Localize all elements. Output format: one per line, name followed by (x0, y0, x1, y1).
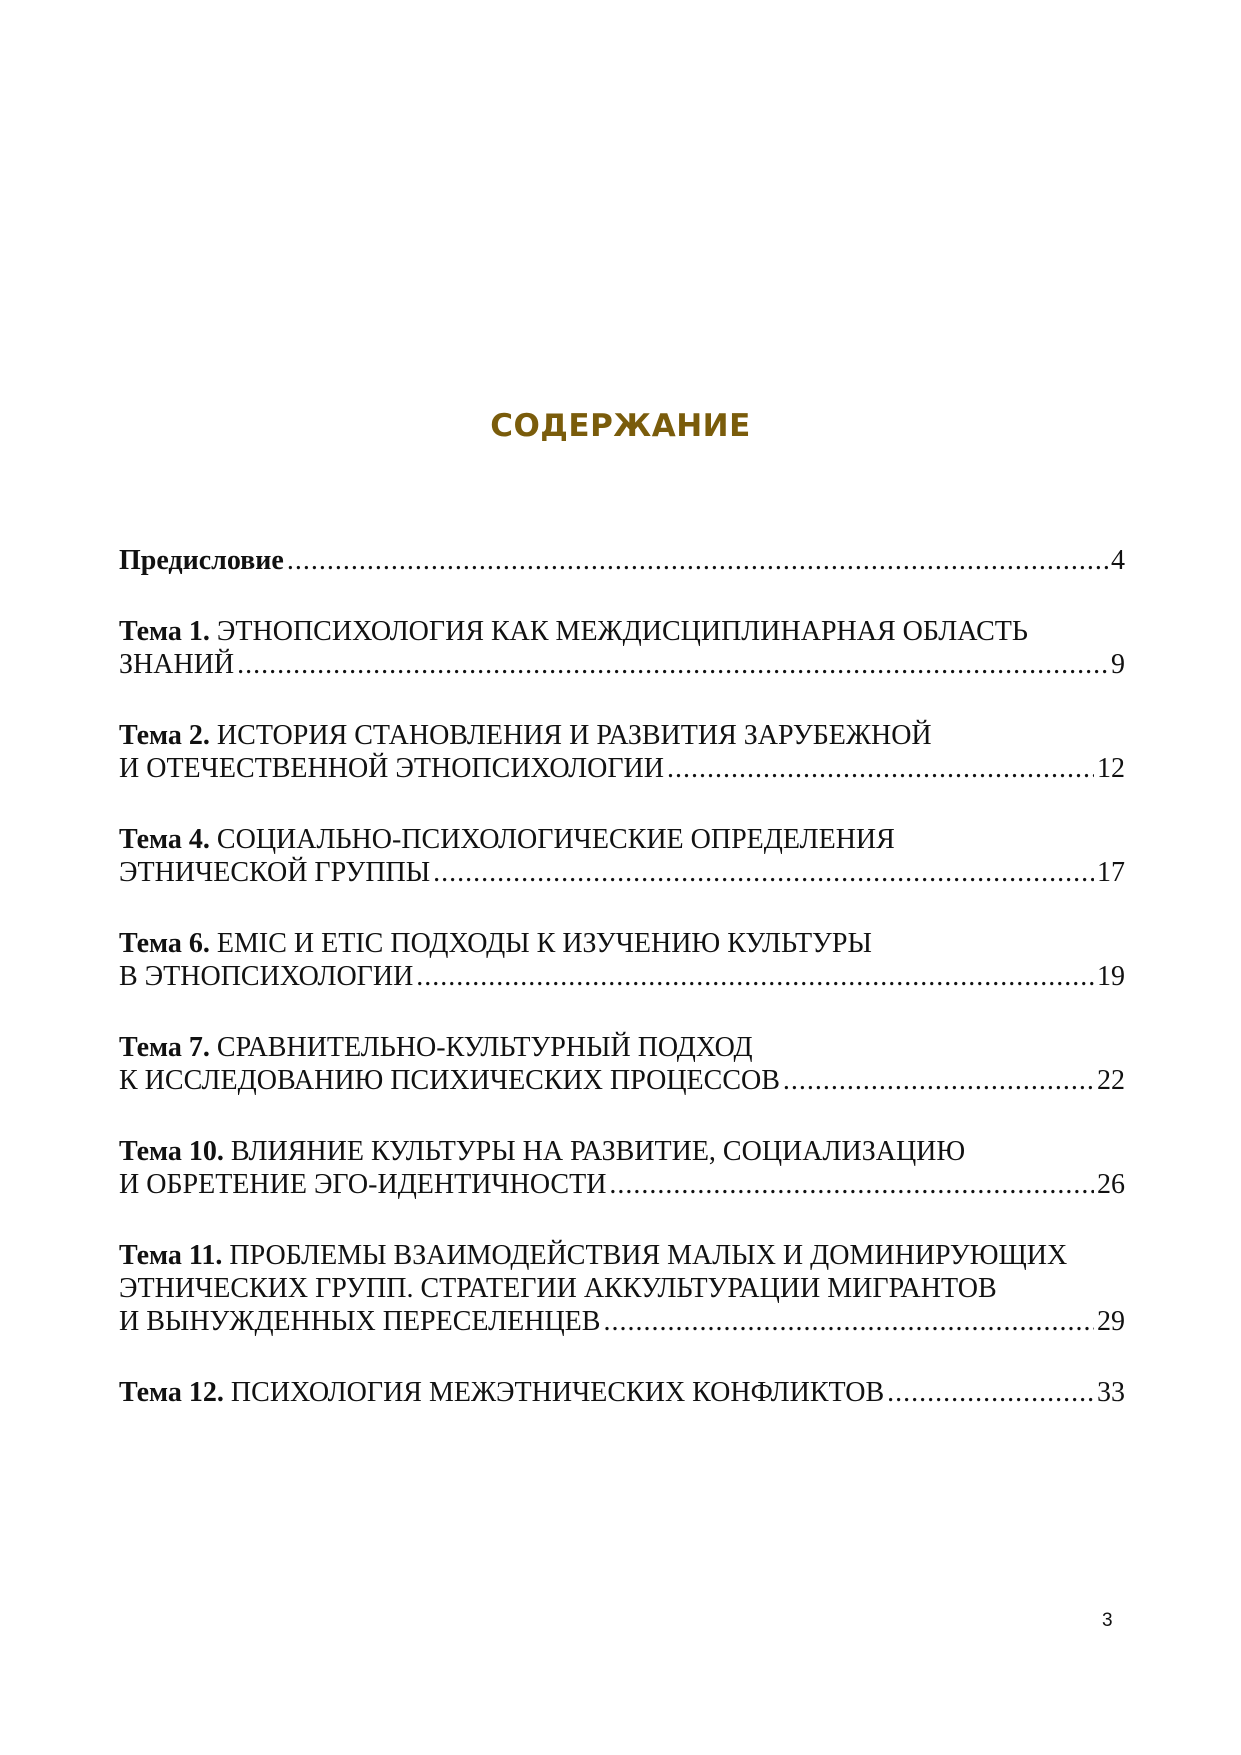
toc-page-number: 22 (1097, 1065, 1125, 1096)
toc-page-number: 17 (1097, 857, 1125, 888)
toc-entry-text: И ОТЕЧЕСТВЕННОЙ ЭТНОПСИХОЛОГИИ (119, 753, 665, 784)
dot-leader (237, 648, 1108, 681)
toc-entry-text: ПСИХОЛОГИЯ МЕЖЭТНИЧЕСКИХ КОНФЛИКТОВ (230, 1377, 885, 1408)
page-number: 3 (1102, 1610, 1113, 1631)
toc-entry-preface[interactable] (119, 544, 1125, 577)
toc-page-number: 9 (1111, 649, 1125, 680)
toc-page-number: 26 (1097, 1169, 1125, 1200)
toc-entry-label: Тема 2. (119, 720, 210, 751)
toc-entry-text: ЗНАНИЙ (119, 649, 235, 680)
dot-leader (667, 752, 1094, 785)
toc-entry-text: И ВЫНУЖДЕННЫХ ПЕРЕСЕЛЕНЦЕВ (119, 1306, 601, 1337)
toc-entry-label: Предисловие (119, 545, 284, 576)
dot-leader (287, 544, 1108, 577)
toc-entry-topic-11[interactable] (119, 1239, 1125, 1338)
toc-entry-topic-2[interactable] (119, 719, 1125, 785)
toc-entry-text: ИСТОРИЯ СТАНОВЛЕНИЯ И РАЗВИТИЯ ЗАРУБЕЖНОЙ (216, 720, 932, 751)
toc-entry-text: ЭТНИЧЕСКОЙ ГРУППЫ (119, 857, 431, 888)
dot-leader (783, 1064, 1094, 1097)
toc-entry-label: Тема 11. (119, 1240, 223, 1271)
toc-entry-text: ЭТНИЧЕСКИХ ГРУПП. СТРАТЕГИИ АККУЛЬТУРАЦИИ МИГРАНТОВ (119, 1273, 997, 1304)
toc-entry-label: Тема 4. (119, 824, 210, 855)
page-title: СОДЕРЖАНИЕ (490, 408, 751, 444)
toc-entry-text: СОЦИАЛЬНО-ПСИХОЛОГИЧЕСКИЕ ОПРЕДЕЛЕНИЯ (216, 824, 895, 855)
toc-entry-topic-1[interactable] (119, 615, 1125, 681)
toc-entry-topic-6[interactable] (119, 927, 1125, 993)
toc-page-number: 19 (1097, 961, 1125, 992)
toc-page-number: 29 (1097, 1306, 1125, 1337)
toc-page-number: 4 (1111, 545, 1125, 576)
toc-entry-text: ПРОБЛЕМЫ ВЗАИМОДЕЙСТВИЯ МАЛЫХ И ДОМИНИРУЮЩИХ (229, 1240, 1068, 1271)
dot-leader (603, 1305, 1094, 1338)
toc-entry-topic-4[interactable] (119, 823, 1125, 889)
toc-entry-text: ЭТНОПСИХОЛОГИЯ КАК МЕЖДИСЦИПЛИНАРНАЯ ОБЛАСТЬ (216, 616, 1028, 647)
toc-entry-label: Тема 6. (119, 928, 210, 959)
dot-leader (609, 1168, 1094, 1201)
toc-page-number: 33 (1097, 1377, 1125, 1408)
toc-entry-topic-7[interactable] (119, 1031, 1125, 1097)
toc-entry-text: И ОБРЕТЕНИЕ ЭГО-ИДЕНТИЧНОСТИ (119, 1169, 607, 1200)
dot-leader (887, 1376, 1094, 1409)
toc-entry-label: Тема 10. (119, 1136, 224, 1167)
toc-entry-text: EMIC И ETIC ПОДХОДЫ К ИЗУЧЕНИЮ КУЛЬТУРЫ (216, 928, 872, 959)
toc-entry-label: Тема 12. (119, 1377, 224, 1408)
toc-entry-text: К ИССЛЕДОВАНИЮ ПСИХИЧЕСКИХ ПРОЦЕССОВ (119, 1065, 780, 1096)
toc-entry-topic-12[interactable] (119, 1376, 1125, 1409)
toc-page-number: 12 (1097, 753, 1125, 784)
table-of-contents (119, 544, 1125, 1409)
toc-entry-topic-10[interactable] (119, 1135, 1125, 1201)
toc-entry-text: В ЭТНОПСИХОЛОГИИ (119, 961, 414, 992)
toc-entry-text: ВЛИЯНИЕ КУЛЬТУРЫ НА РАЗВИТИЕ, СОЦИАЛИЗАЦИЮ (230, 1136, 966, 1167)
toc-entry-label: Тема 7. (119, 1032, 210, 1063)
dot-leader (416, 960, 1094, 993)
toc-entry-text: СРАВНИТЕЛЬНО-КУЛЬТУРНЫЙ ПОДХОД (216, 1032, 753, 1063)
toc-entry-label: Тема 1. (119, 616, 210, 647)
dot-leader (433, 856, 1094, 889)
